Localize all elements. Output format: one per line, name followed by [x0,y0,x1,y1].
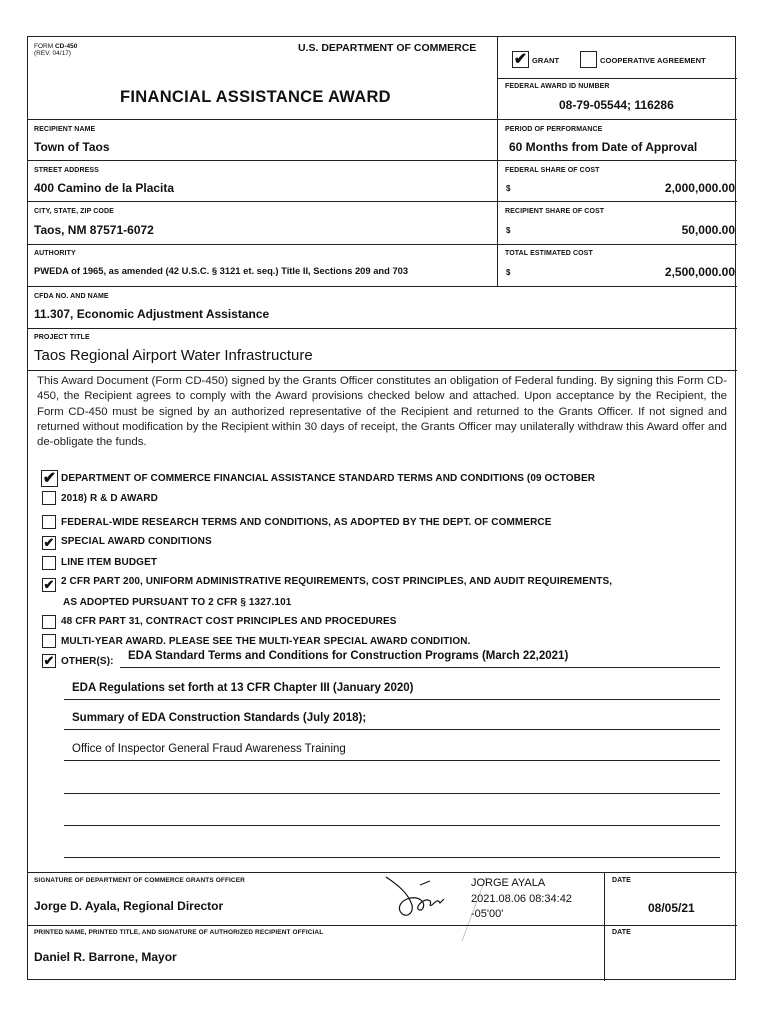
other-condition-2: EDA Regulations set forth at 13 CFR Chapter III (January 2020) [64,682,720,700]
federal-award-id: 08-79-05544; 116286 [559,98,674,112]
recipient-share: 50,000.00 [681,223,735,237]
divider [28,370,737,371]
form-number-value: CD-450 [54,43,78,50]
others-checkbox[interactable] [42,654,56,668]
divider [28,925,737,926]
line-item-budget-checkbox[interactable] [42,556,56,570]
authority-label: AUTHORITY [34,250,76,257]
form-number [34,43,77,57]
special-award-conditions-checkbox[interactable] [42,536,56,550]
street-address-label: STREET ADDRESS [34,167,99,174]
special-award-conditions-label: SPECIAL AWARD CONDITIONS [61,536,212,547]
officer-name: Jorge D. Ayala, Regional Director [34,899,224,913]
cooperative-agreement-label: COOPERATIVE AGREEMENT [600,56,706,65]
other-condition-4: Office of Inspector General Fraud Awareness Training [64,743,720,761]
grant-checkbox[interactable] [512,51,529,68]
cfr-200-checkbox[interactable] [42,578,56,592]
recipient-official-label: PRINTED NAME, PRINTED TITLE, AND SIGNATURE OF AUTHORIZED RECIPIENT OFFICIAL [34,929,324,936]
city-label: CITY, STATE, ZIP CODE [34,208,114,215]
cfr-200-label-continued: AS ADOPTED PURSUANT TO 2 CFR § 1327.101 [63,597,292,608]
financial-assistance-award-form [27,36,736,980]
officer-date-label: DATE [612,877,631,884]
department-name: U.S. DEPARTMENT OF COMMERCE [298,42,477,54]
check-mark-icon: ✔ [43,653,55,668]
digital-signature-offset: -05'00' [471,908,504,920]
divider [28,244,737,245]
officer-date: 08/05/21 [648,901,695,915]
standard-terms-checkbox[interactable] [41,470,58,487]
total-cost-label: TOTAL ESTIMATED COST [505,250,593,257]
cfda-label: CFDA NO. AND NAME [34,293,109,300]
award-terms-paragraph: This Award Document (Form CD-450) signed by the Grants Officer constitutes an obligation of Federal funding. By signing this Form CD-450, the Recipient agrees to comply with the Award provisions checked below and attached. Upon acceptance by the Recipient, the Form CD-450 must be signed by an authorized representative of the Recipient and returned to the Grants Officer. If not signed and returned without modification by the Recipient within 30 days of receipt, the Grants Officer may unilaterally withdraw this Award offer and de-obligate the funds. [37,375,727,449]
recipient-official-name: Daniel R. Barrone, Mayor [34,950,177,964]
federal-wide-research-checkbox[interactable] [42,515,56,529]
digital-signature-date: 2021.08.06 08:34:42 [471,893,572,905]
blank-line [64,793,720,794]
grant-label: GRANT [532,56,560,65]
cfr-31-label: 48 CFR PART 31, CONTRACT COST PRINCIPLES AND PROCEDURES [61,616,397,627]
page-title: FINANCIAL ASSISTANCE AWARD [120,88,391,106]
check-mark-icon: ✔ [43,577,55,592]
other-condition-1: EDA Standard Terms and Conditions for Construction Programs (March 22,2021) [120,650,720,668]
cfr-31-checkbox[interactable] [42,615,56,629]
divider [28,286,737,287]
rd-award-checkbox[interactable] [42,491,56,505]
federal-award-id-label: FEDERAL AWARD ID NUMBER [505,83,610,90]
project-title-label: PROJECT TITLE [34,334,90,341]
divider [28,160,737,161]
signature-scribble-icon [378,871,468,923]
authority: PWEDA of 1965, as amended (42 U.S.C. § 3121 et. seq.) Title II, Sections 209 and 703 [34,265,409,276]
federal-share-currency: $ [506,184,511,193]
street-address: 400 Camino de la Placita [34,181,175,195]
recipient-share-label: RECIPIENT SHARE OF COST [505,208,605,215]
project-title: Taos Regional Airport Water Infrastructure [34,347,313,364]
divider [28,328,737,329]
blank-line [64,825,720,826]
other-condition-3: Summary of EDA Construction Standards (July 2018); [64,712,720,730]
recipient-name-label: RECIPIENT NAME [34,126,96,133]
cfr-200-label: 2 CFR PART 200, UNIFORM ADMINISTRATIVE REQUIREMENTS, COST PRINCIPLES, AND AUDIT REQUIREMENTS, [61,576,613,587]
form-revision: (REV. 04/17) [34,50,71,57]
period-label: PERIOD OF PERFORMANCE [505,126,603,133]
form-number-prefix: FORM [34,43,54,50]
federal-share-label: FEDERAL SHARE OF COST [505,167,600,174]
recipient-date-label: DATE [612,929,631,936]
city-state-zip: Taos, NM 87571-6072 [34,223,154,237]
total-cost-currency: $ [506,268,511,277]
standard-terms-label: DEPARTMENT OF COMMERCE FINANCIAL ASSISTANCE STANDARD TERMS AND CONDITIONS (09 OCTOBER [61,473,596,484]
officer-signature-label: SIGNATURE OF DEPARTMENT OF COMMERCE GRANTS OFFICER [34,877,245,884]
check-mark-icon: ✔ [513,51,528,68]
cfda: 11.307, Economic Adjustment Assistance [34,307,270,321]
blank-line [64,857,720,858]
multi-year-award-checkbox[interactable] [42,634,56,648]
multi-year-award-label: MULTI-YEAR AWARD. PLEASE SEE THE MULTI-YEAR SPECIAL AWARD CONDITION. [61,636,471,647]
total-estimated-cost: 2,500,000.00 [664,265,735,279]
federal-wide-research-label: FEDERAL-WIDE RESEARCH TERMS AND CONDITIONS, AS ADOPTED BY THE DEPT. OF COMMERCE [61,517,552,528]
rd-award-label: 2018) R & D AWARD [61,493,158,504]
cooperative-agreement-checkbox[interactable] [580,51,597,68]
line-item-budget-label: LINE ITEM BUDGET [61,557,158,568]
date-column-divider [604,872,605,981]
divider [28,119,737,120]
others-label: OTHER(S): [61,656,114,667]
recipient-share-currency: $ [506,226,511,235]
recipient-name: Town of Taos [34,140,110,154]
check-mark-icon: ✔ [43,535,55,550]
period-of-performance: 60 Months from Date of Approval [509,140,698,154]
divider [28,201,737,202]
check-mark-icon: ✔ [42,470,57,487]
right-column-divider [497,37,498,286]
federal-share: 2,000,000.00 [664,181,735,195]
digital-signature-name: JORGE AYALA [471,877,546,889]
divider [497,78,737,79]
